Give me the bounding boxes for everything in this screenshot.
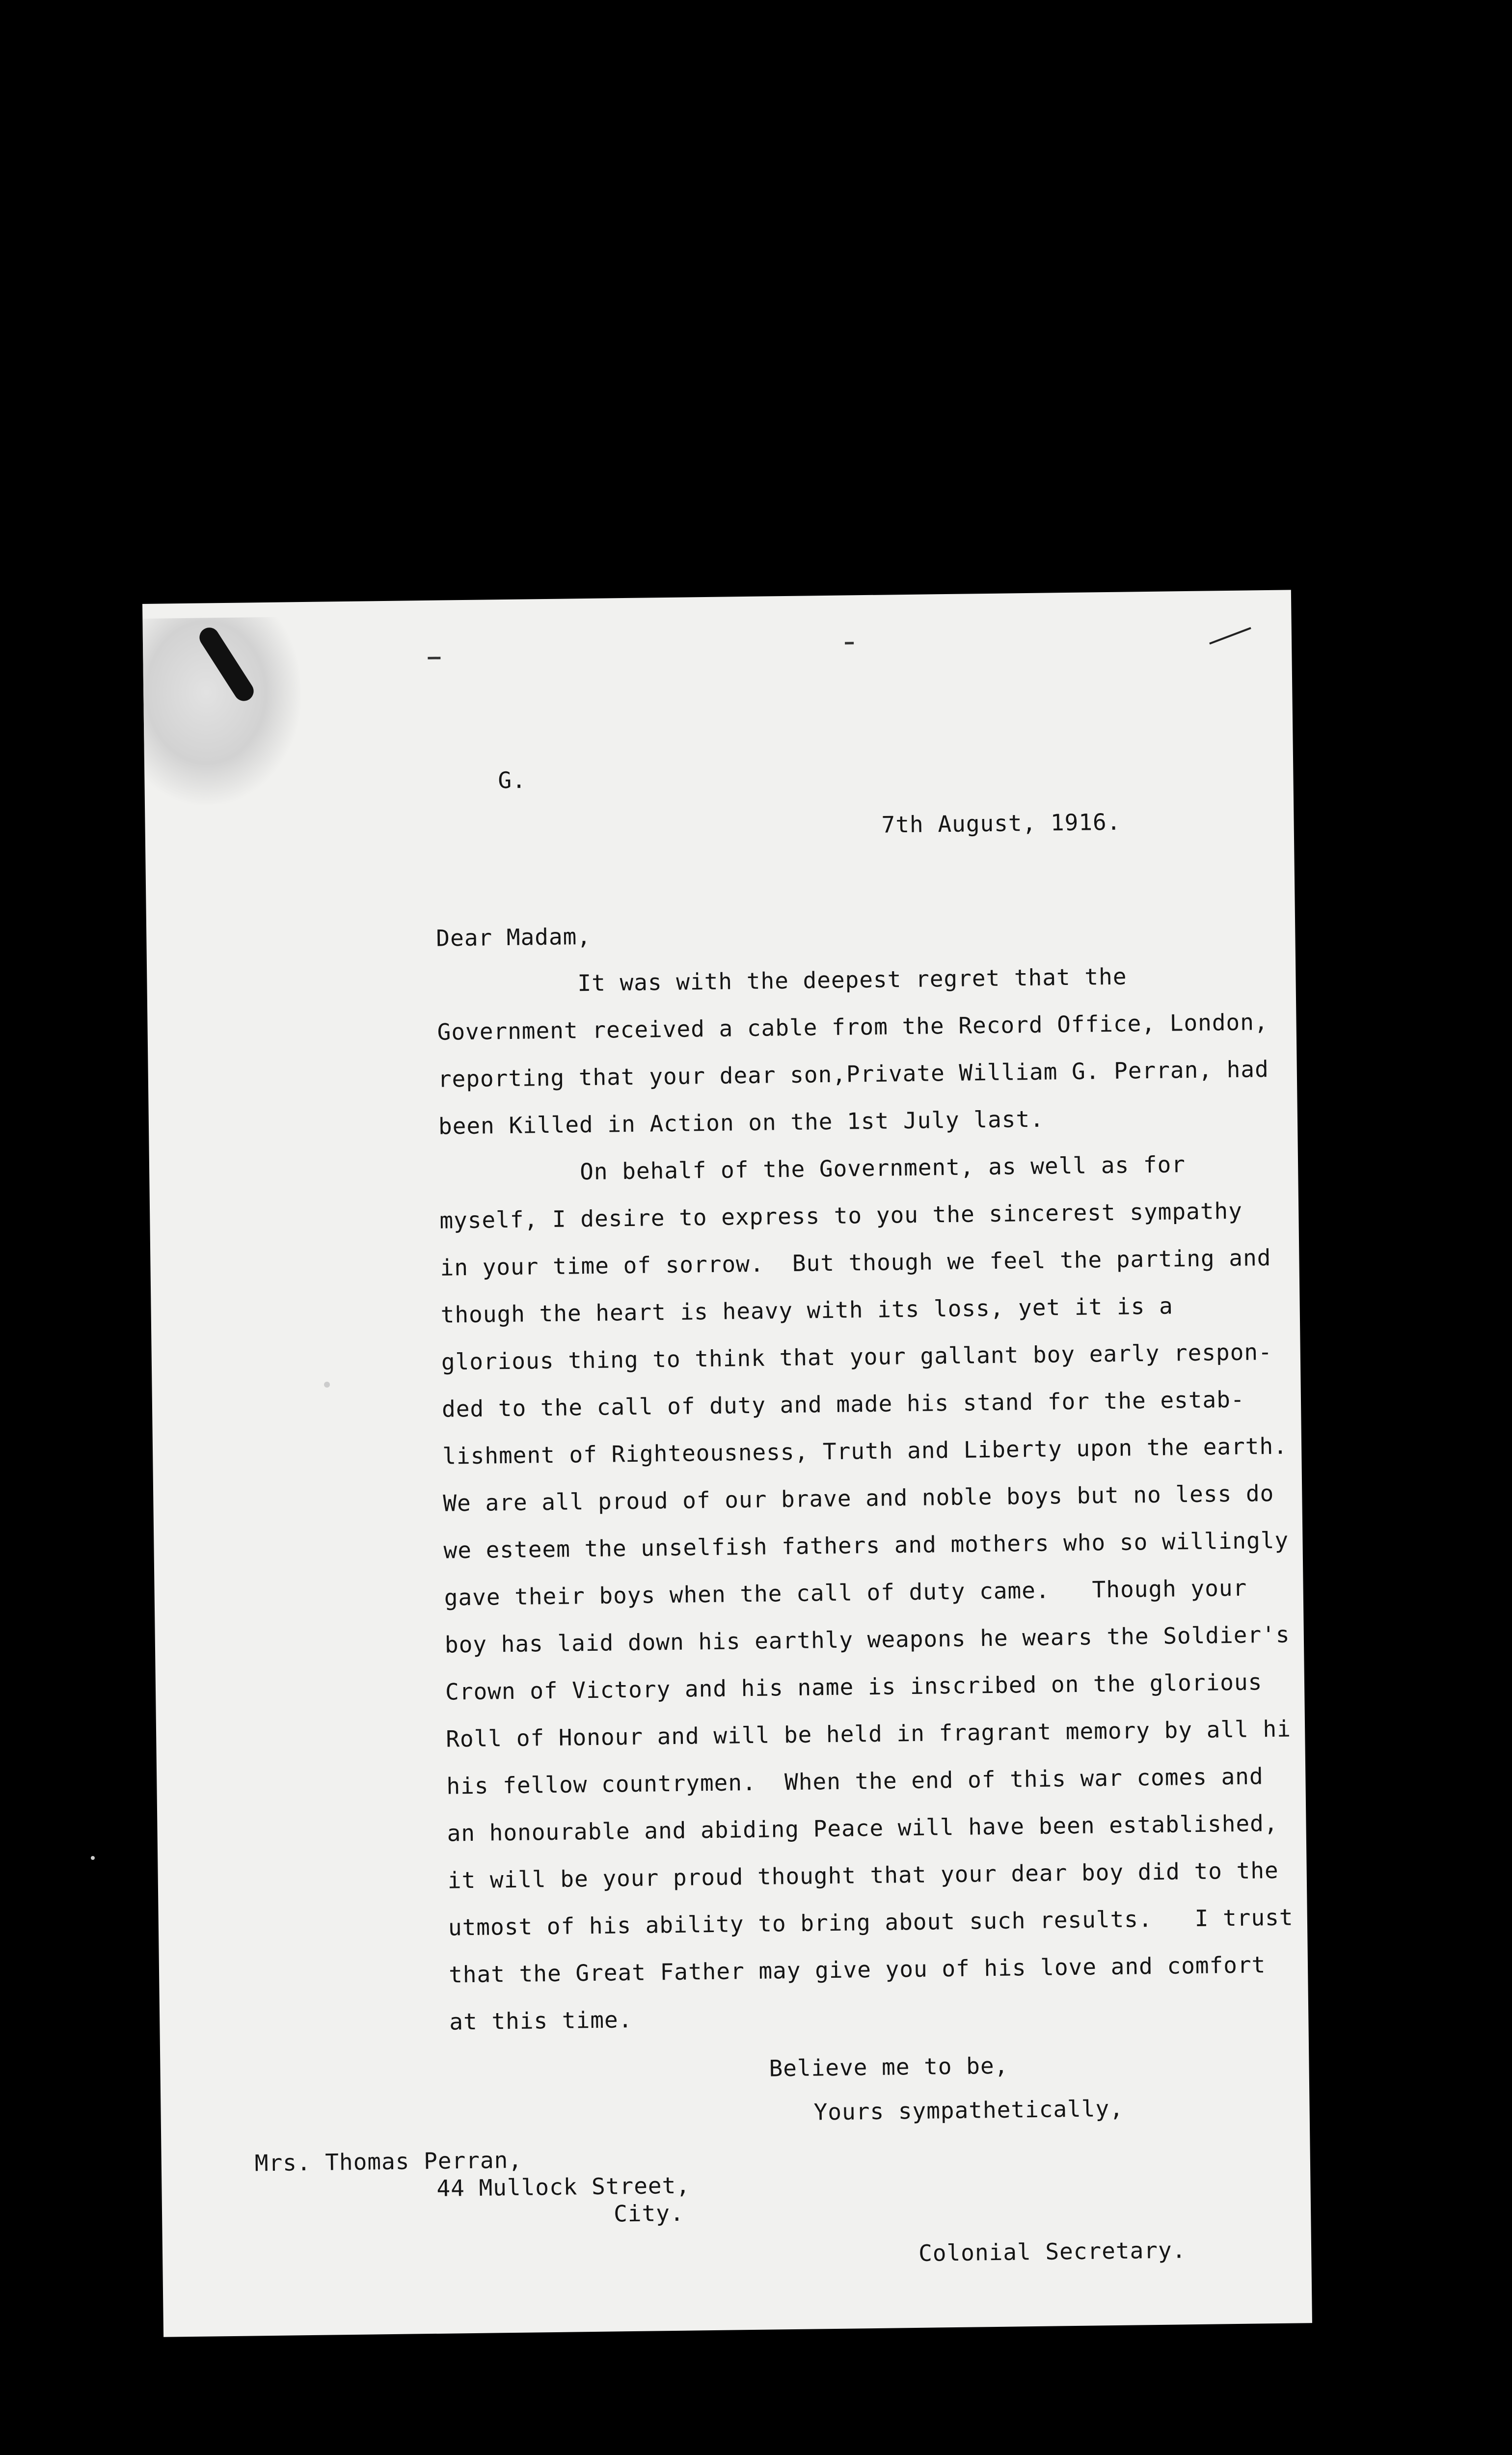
letter-page xyxy=(142,590,1312,2337)
body-line: we esteem the unselfish fathers and mothers who so willingly xyxy=(443,1527,1289,1564)
closing-line-2: Yours sympathetically, xyxy=(813,2095,1124,2126)
stray-dot xyxy=(91,1856,95,1860)
body-line: It was with the deepest regret that the xyxy=(436,963,1127,998)
addressee-street: 44 Mullock Street, xyxy=(436,2172,691,2202)
reference-code: G. xyxy=(498,766,527,794)
salutation: Dear Madam, xyxy=(436,923,592,952)
body-line: boy has laid down his earthly weapons he wears the Soldier's xyxy=(444,1621,1290,1658)
signature-title: Colonial Secretary. xyxy=(918,2237,1187,2266)
body-line: his fellow countrymen. When the end of this war comes and xyxy=(446,1763,1264,1800)
letter-date: 7th August, 1916. xyxy=(881,808,1121,838)
addressee-name: Mrs. Thomas Perran, xyxy=(254,2146,523,2177)
body-line: Crown of Victory and his name is inscribed on the glorious xyxy=(445,1668,1263,1705)
body-line: though the heart is heavy with its loss, yet it is a xyxy=(440,1292,1174,1328)
body-line: On behalf of the Government, as well as for xyxy=(438,1151,1186,1187)
body-line: it will be your proud thought that your dear boy did to the xyxy=(447,1856,1279,1894)
body-line: in your time of sorrow. But though we feel the parting and xyxy=(440,1244,1271,1281)
addressee-city: City. xyxy=(613,2199,684,2227)
closing-line-1: Believe me to be, xyxy=(769,2052,1009,2082)
stray-dot xyxy=(324,1382,330,1388)
mark-center xyxy=(845,642,854,644)
body-line: been Killed in Action on the 1st July last. xyxy=(438,1105,1045,1140)
body-line: glorious thing to think that your gallant boy early respon- xyxy=(441,1338,1273,1375)
mark-left xyxy=(428,657,440,659)
body-line: reporting that your dear son,Private William G. Perran, had xyxy=(437,1056,1269,1092)
body-line: lishment of Righteousness, Truth and Liberty upon the earth. xyxy=(442,1432,1288,1470)
body-line: We are all proud of our brave and noble boys but no less do xyxy=(443,1479,1274,1517)
check-mark xyxy=(1209,627,1251,645)
body-line: at this time. xyxy=(449,2006,633,2035)
body-line: myself, I desire to express to you the sincerest sympathy xyxy=(439,1197,1243,1234)
body-line: ded to the call of duty and made his stand for the estab- xyxy=(441,1386,1245,1422)
body-line: Roll of Honour and will be held in fragrant memory by all hi xyxy=(445,1715,1292,1752)
body-line: Government received a cable from the Record Office, London, xyxy=(437,1009,1269,1045)
body-line: gave their boys when the call of duty came. Though your xyxy=(444,1574,1247,1611)
body-line: that the Great Father may give you of his love and comfort xyxy=(448,1951,1266,1988)
body-line: an honourable and abiding Peace will have been established, xyxy=(447,1809,1278,1847)
body-line: utmost of his ability to bring about such results. I trust xyxy=(448,1904,1294,1941)
